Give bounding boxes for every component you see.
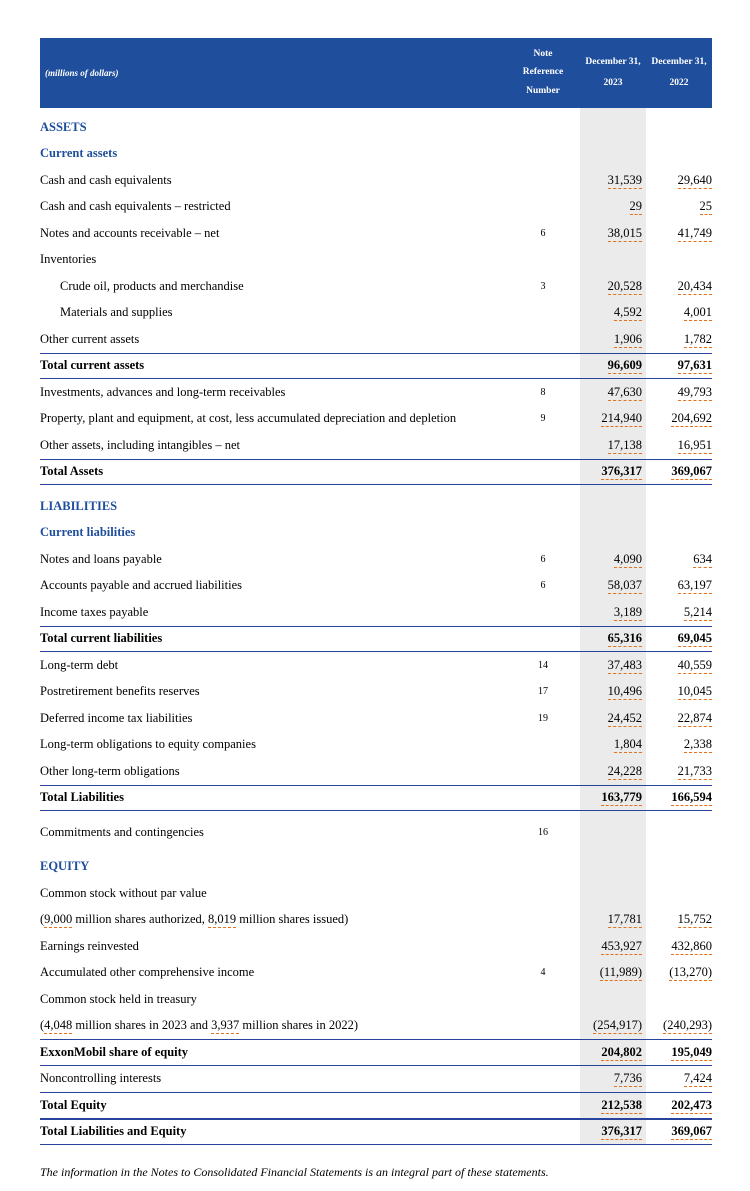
row-label: Total Liabilities (40, 790, 124, 805)
table-row (40, 933, 712, 960)
tagged-number: 5,214 (683, 604, 712, 619)
value-2023 (580, 658, 646, 673)
value-2023 (580, 385, 646, 400)
note-reference: 6 (540, 227, 546, 239)
table-row (40, 599, 712, 626)
value-2023 (580, 552, 646, 567)
value-2022 (646, 1018, 712, 1033)
tagged-number: 369,067 (671, 464, 712, 479)
tagged-number: 1,906 (613, 331, 642, 346)
table-row (40, 960, 712, 987)
tagged-number: 22,874 (677, 710, 712, 725)
label-text: million shares in 2023 and (72, 1018, 212, 1033)
value-2023 (580, 279, 646, 294)
row-label: Property, plant and equipment, at cost, less accumulated depreciation and depletion (40, 411, 457, 426)
value-2022 (646, 1071, 712, 1086)
value-2023 (580, 226, 646, 241)
value-2023 (580, 764, 646, 779)
label-text: ( (40, 912, 45, 927)
table-row (40, 493, 712, 520)
table-body (40, 108, 712, 1145)
row-label: Inventories (40, 252, 97, 267)
tagged-number: 20,528 (607, 278, 642, 293)
row-label: Notes and accounts receivable – net (40, 225, 220, 240)
value-2022 (646, 939, 712, 954)
tagged-number: 38,015 (607, 225, 642, 240)
row-label: Noncontrolling interests (40, 1071, 162, 1086)
value-2023 (580, 631, 646, 646)
row-label: Commitments and contingencies (40, 824, 204, 839)
row-label: Income taxes payable (40, 604, 149, 619)
table-row (40, 1066, 712, 1093)
note-reference: 4 (540, 967, 546, 979)
table-row (40, 986, 712, 1013)
value-2022 (646, 578, 712, 593)
tagged-number: 24,452 (607, 710, 642, 725)
tagged-number: 58,037 (607, 578, 642, 593)
tagged-number: 634 (693, 551, 712, 566)
tagged-number: 166,594 (671, 790, 712, 805)
label-text: million shares issued) (236, 912, 349, 927)
table-row (40, 406, 712, 433)
tagged-number: 369,067 (671, 1124, 712, 1139)
table-row (40, 1039, 712, 1066)
row-label: Materials and supplies (60, 305, 173, 320)
table-row (40, 379, 712, 406)
row-label: Total Assets (40, 464, 104, 479)
date-header-line: 2023 (603, 78, 623, 88)
tagged-number: 4,001 (683, 305, 712, 320)
row-label: Other current assets (40, 331, 140, 346)
row-label: Postretirement benefits reserves (40, 684, 200, 699)
note-reference: 6 (540, 580, 546, 592)
tagged-number: 69,045 (677, 631, 712, 646)
row-label: Common stock without par value (40, 885, 207, 900)
row-label: Current assets (40, 146, 118, 161)
table-row (40, 247, 712, 274)
row-label (40, 912, 506, 927)
table-row (40, 732, 712, 759)
note-header-line: Note (533, 48, 553, 59)
table-row (40, 880, 712, 907)
value-2022 (646, 631, 712, 646)
table-row (40, 432, 712, 459)
tagged-number: 29 (629, 199, 642, 214)
value-2022 (646, 464, 712, 479)
tagged-number: 1,782 (683, 331, 712, 346)
value-2022 (646, 737, 712, 752)
table-row (40, 273, 712, 300)
row-label: LIABILITIES (40, 498, 118, 513)
tagged-number: 1,804 (613, 737, 642, 752)
label-text: million shares authorized, (72, 912, 209, 927)
row-label: Accumulated other comprehensive income (40, 965, 255, 980)
value-2022 (646, 965, 712, 980)
tagged-number: 65,316 (607, 631, 642, 646)
row-label: Deferred income tax liabilities (40, 710, 193, 725)
balance-sheet-table (40, 38, 712, 1145)
tagged-number: 376,317 (601, 1124, 642, 1139)
note-reference: 17 (538, 686, 548, 698)
value-2023 (580, 438, 646, 453)
value-2023 (580, 1071, 646, 1086)
value-2023 (580, 605, 646, 620)
value-2022 (646, 658, 712, 673)
tagged-number: 63,197 (677, 578, 712, 593)
value-2023 (580, 790, 646, 805)
tagged-number: 37,483 (607, 657, 642, 672)
value-2022 (646, 226, 712, 241)
tagged-number: 17,781 (607, 912, 642, 927)
table-row (40, 326, 712, 353)
row-label: Notes and loans payable (40, 551, 162, 566)
table-row (40, 652, 712, 679)
row-label: ExxonMobil share of equity (40, 1044, 189, 1059)
date-header-line: 2022 (669, 78, 689, 88)
footer-note: The information in the Notes to Consolidated Financial Statements is an integral part of these statements. (40, 1165, 549, 1179)
value-2022 (646, 358, 712, 373)
tagged-number: (254,917) (593, 1018, 642, 1033)
tagged-number: 453,927 (601, 938, 642, 953)
units-label: (millions of dollars) (45, 68, 119, 78)
note-reference-header (506, 50, 580, 97)
row-label: Total Liabilities and Equity (40, 1124, 187, 1139)
row-label: Other assets, including intangibles – net (40, 437, 240, 452)
inline-tagged-number: 8,019 (208, 912, 237, 927)
inline-tagged-number: 3,937 (211, 1018, 240, 1033)
tagged-number: 29,640 (677, 172, 712, 187)
date-header-line: December 31, (585, 56, 641, 67)
note-reference: 14 (538, 659, 548, 671)
table-row (40, 907, 712, 934)
table-row (40, 459, 712, 486)
note-reference: 6 (540, 553, 546, 565)
value-2022 (646, 764, 712, 779)
value-2023 (580, 737, 646, 752)
table-row (40, 1013, 712, 1040)
table-row (40, 546, 712, 573)
value-2022 (646, 279, 712, 294)
tagged-number: 3,189 (613, 604, 642, 619)
tagged-number: 21,733 (677, 763, 712, 778)
value-2023 (580, 684, 646, 699)
table-row (40, 785, 712, 812)
tagged-number: 96,609 (607, 358, 642, 373)
note-reference: 9 (540, 413, 546, 425)
tagged-number: 214,940 (601, 411, 642, 426)
column-header-2022 (646, 58, 712, 89)
tagged-number: 163,779 (601, 790, 642, 805)
tagged-number: 204,692 (671, 411, 712, 426)
row-label: Investments, advances and long-term receivables (40, 384, 286, 399)
note-reference: 19 (538, 712, 548, 724)
value-2023 (580, 1098, 646, 1113)
value-2022 (646, 605, 712, 620)
table-row (40, 520, 712, 547)
value-2023 (580, 464, 646, 479)
tagged-number: 16,951 (677, 437, 712, 452)
value-2022 (646, 552, 712, 567)
date-header-line: December 31, (651, 56, 707, 67)
tagged-number: (240,293) (663, 1018, 712, 1033)
tagged-number: 2,338 (683, 737, 712, 752)
table-row (40, 679, 712, 706)
tagged-number: 41,749 (677, 225, 712, 240)
value-2023 (580, 358, 646, 373)
row-label: Total Equity (40, 1097, 107, 1112)
value-2023 (580, 1045, 646, 1060)
note-header-line: Number (526, 85, 560, 96)
note-header-line: Reference (522, 67, 564, 78)
tagged-number: 7,736 (613, 1071, 642, 1086)
row-label: EQUITY (40, 859, 90, 874)
value-2022 (646, 684, 712, 699)
row-label: Earnings reinvested (40, 938, 139, 953)
value-2022 (646, 438, 712, 453)
value-2023 (580, 1018, 646, 1033)
note-reference: 3 (540, 280, 546, 292)
tagged-number: 15,752 (677, 912, 712, 927)
inline-tagged-number: 9,000 (44, 912, 73, 927)
table-row (40, 1092, 712, 1119)
table-header (40, 38, 712, 108)
value-2022 (646, 711, 712, 726)
row-label: Crude oil, products and merchandise (60, 278, 244, 293)
tagged-number: 10,496 (607, 684, 642, 699)
value-2023 (580, 578, 646, 593)
value-2023 (580, 173, 646, 188)
tagged-number: 25 (699, 199, 712, 214)
tagged-number: 204,802 (601, 1044, 642, 1059)
value-2022 (646, 1124, 712, 1139)
tagged-number: 7,424 (683, 1071, 712, 1086)
tagged-number: (13,270) (669, 965, 712, 980)
row-label: Long-term obligations to equity companies (40, 737, 256, 752)
table-row (40, 705, 712, 732)
tagged-number: 4,090 (613, 551, 642, 566)
value-2023 (580, 912, 646, 927)
tagged-number: 432,860 (671, 938, 712, 953)
row-label: Long-term debt (40, 657, 119, 672)
row-label: Cash and cash equivalents – restricted (40, 199, 231, 214)
value-2022 (646, 173, 712, 188)
tagged-number: 97,631 (677, 358, 712, 373)
column-header-2023 (580, 58, 646, 89)
value-2023 (580, 332, 646, 347)
tagged-number: 4,592 (613, 305, 642, 320)
tagged-number: 202,473 (671, 1097, 712, 1112)
note-reference: 16 (538, 826, 548, 838)
tagged-number: 31,539 (607, 172, 642, 187)
tagged-number: 20,434 (677, 278, 712, 293)
row-label: Current liabilities (40, 525, 136, 540)
value-2022 (646, 199, 712, 214)
tagged-number: 376,317 (601, 464, 642, 479)
value-2022 (646, 305, 712, 320)
table-row (40, 1119, 712, 1146)
value-2023 (580, 305, 646, 320)
row-label: Other long-term obligations (40, 763, 180, 778)
tagged-number: 24,228 (607, 763, 642, 778)
value-2023 (580, 965, 646, 980)
value-2023 (580, 411, 646, 426)
value-2022 (646, 411, 712, 426)
value-2022 (646, 1098, 712, 1113)
value-2023 (580, 939, 646, 954)
table-row (40, 819, 712, 846)
table-row (40, 573, 712, 600)
inline-tagged-number: 4,048 (44, 1018, 73, 1033)
row-label: Total current liabilities (40, 631, 163, 646)
row-label: Common stock held in treasury (40, 991, 197, 1006)
tagged-number: 40,559 (677, 657, 712, 672)
table-row (40, 626, 712, 653)
tagged-number: (11,989) (599, 965, 642, 980)
value-2022 (646, 385, 712, 400)
tagged-number: 47,630 (607, 384, 642, 399)
table-row (40, 167, 712, 194)
table-row (40, 194, 712, 221)
tagged-number: 10,045 (677, 684, 712, 699)
row-label: Accounts payable and accrued liabilities (40, 578, 243, 593)
table-row (40, 141, 712, 168)
table-row (40, 220, 712, 247)
value-2022 (646, 332, 712, 347)
row-label: ASSETS (40, 119, 87, 134)
table-row (40, 854, 712, 881)
tagged-number: 49,793 (677, 384, 712, 399)
note-reference: 8 (540, 386, 546, 398)
label-text: ( (40, 1018, 45, 1033)
value-2022 (646, 1045, 712, 1060)
table-row (40, 353, 712, 380)
value-2023 (580, 199, 646, 214)
tagged-number: 17,138 (607, 437, 642, 452)
tagged-number: 212,538 (601, 1097, 642, 1112)
table-row (40, 114, 712, 141)
tagged-number: 195,049 (671, 1044, 712, 1059)
row-label: Cash and cash equivalents (40, 172, 172, 187)
label-text: million shares in 2022) (239, 1018, 359, 1033)
value-2023 (580, 711, 646, 726)
value-2022 (646, 790, 712, 805)
value-2022 (646, 912, 712, 927)
row-label: Total current assets (40, 358, 145, 373)
value-2023 (580, 1124, 646, 1139)
table-row (40, 758, 712, 785)
row-label (40, 1018, 506, 1033)
table-row (40, 300, 712, 327)
